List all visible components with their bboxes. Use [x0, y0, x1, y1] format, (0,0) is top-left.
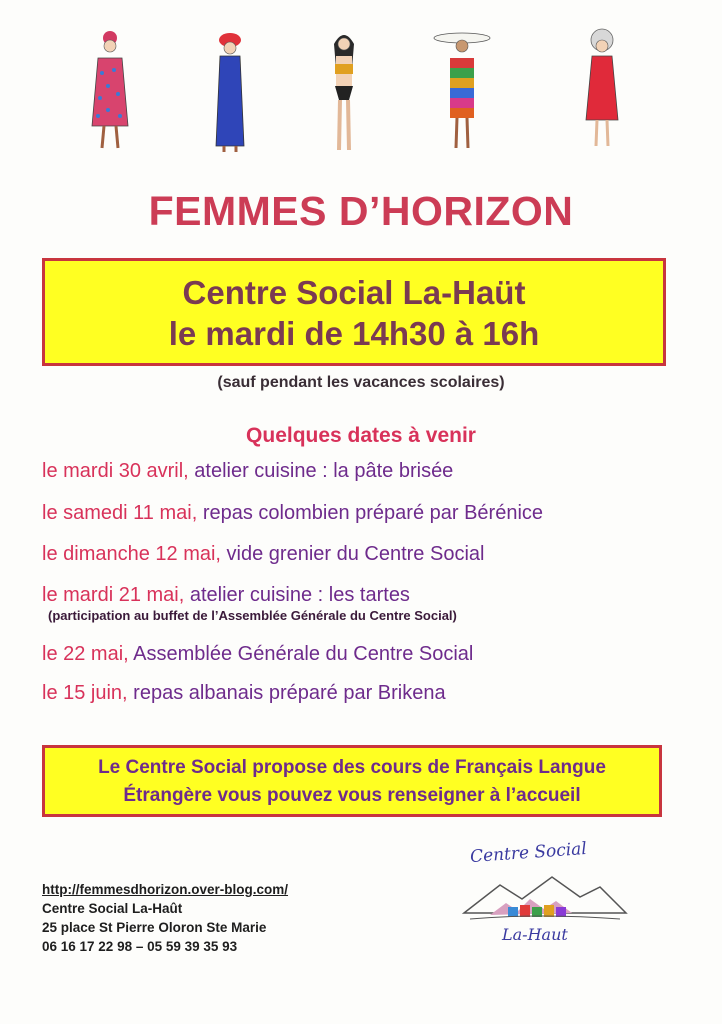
- french-course-info-box: [42, 745, 662, 817]
- blog-link[interactable]: http://femmesdhorizon.over-blog.com/: [42, 882, 289, 897]
- venue-name: Centre Social La-Haüt: [182, 274, 526, 311]
- event-item: [42, 458, 453, 484]
- event-date: le mardi 30 avril,: [42, 460, 189, 482]
- footer-address: 25 place St Pierre Oloron Ste Marie: [42, 920, 267, 935]
- event-date: le samedi 11 mai,: [42, 502, 198, 524]
- logo-text-top: Centre Social: [469, 838, 588, 868]
- page-title: FEMMES D’HORIZON: [148, 188, 574, 234]
- event-item: [42, 680, 446, 706]
- woman-red-dress-illustration: [570, 28, 630, 156]
- event-description: atelier cuisine : la pâte brisée: [188, 460, 454, 482]
- event-item: [42, 541, 484, 567]
- schedule-note: (sauf pendant les vacances scolaires): [217, 374, 505, 391]
- woman-sombrero-striped-dress-illustration: [432, 28, 492, 156]
- event-description: atelier cuisine : les tartes: [184, 584, 410, 606]
- info-line-1: Le Centre Social propose des cours de Français Langue: [98, 757, 606, 778]
- event-note: (participation au buffet de l’Assemblée Générale du Centre Social): [48, 608, 457, 623]
- event-description: repas albanais préparé par Brikena: [127, 682, 446, 704]
- event-date: le 22 mai,: [42, 643, 129, 665]
- event-date: le dimanche 12 mai,: [42, 543, 221, 565]
- event-item: [42, 641, 473, 667]
- venue-highlight-box: [42, 258, 666, 366]
- woman-blue-robe-illustration: [200, 28, 260, 156]
- event-date: le mardi 21 mai,: [42, 584, 185, 606]
- event-description: repas colombien préparé par Bérénice: [197, 502, 544, 524]
- centre-social-logo: [450, 835, 640, 955]
- contact-footer: [42, 880, 288, 956]
- woman-dotted-dress-illustration: [80, 28, 140, 156]
- footer-org-name: Centre Social La-Haût: [42, 901, 183, 916]
- event-description: vide grenier du Centre Social: [220, 543, 485, 565]
- venue-schedule: le mardi de 14h30 à 16h: [168, 315, 540, 352]
- footer-phones: 06 16 17 22 98 – 05 59 39 35 93: [42, 939, 238, 954]
- event-date: le 15 juin,: [42, 682, 128, 704]
- info-line-2: Étrangère vous pouvez vous renseigner à l’accueil: [123, 785, 581, 806]
- mountain-logo-icon: [460, 869, 630, 925]
- event-item: [42, 500, 543, 526]
- event-description: Assemblée Générale du Centre Social: [128, 643, 474, 665]
- logo-text-bottom: La-Haut: [502, 925, 568, 944]
- upcoming-heading: Quelques dates à venir: [246, 424, 476, 447]
- event-item: [42, 582, 457, 624]
- woman-swimsuit-illustration: [314, 28, 374, 156]
